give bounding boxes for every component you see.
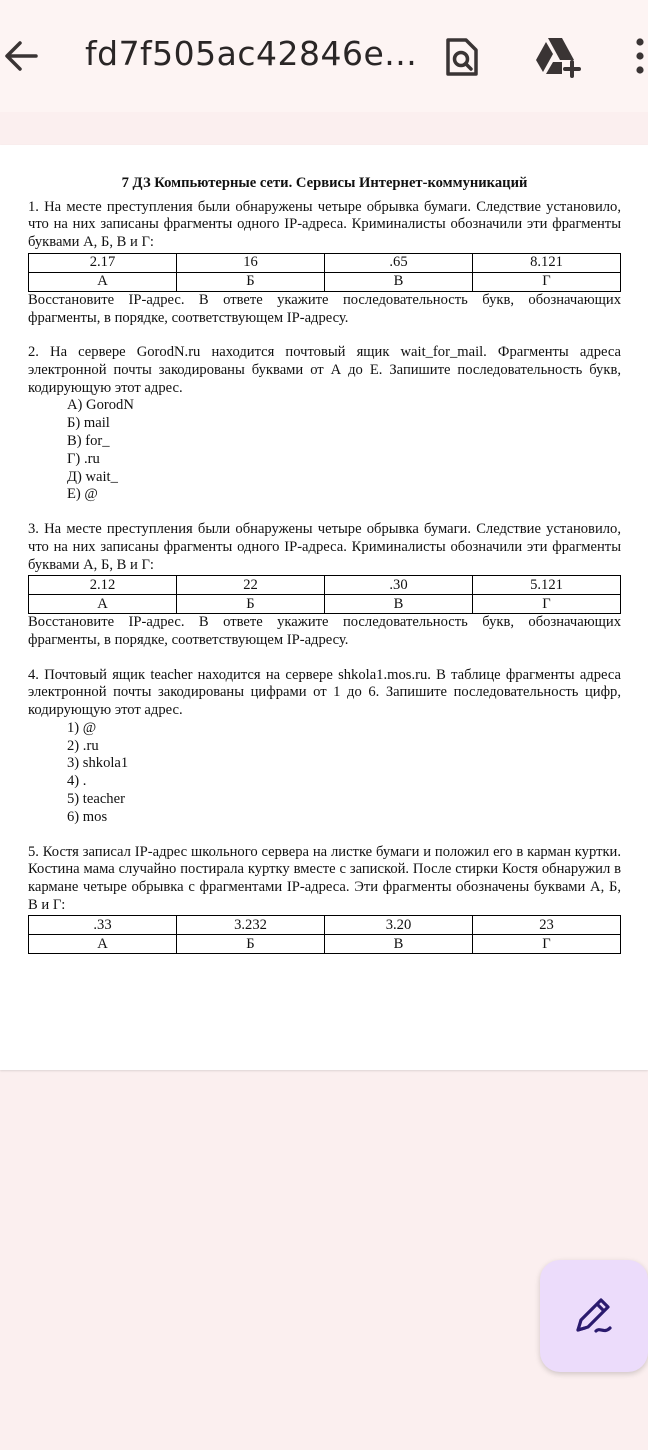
fragment-cell: 3.232 [177,916,325,935]
task-1-text: 1. На месте преступления были обнаружены четыре обрывка бумаги. Следствие установило, что на них записаны фрагменты одного IP-адреса. Криминалисты обозначили эти фрагменты буквами А, Б, В и Г: [28,198,621,251]
find-in-document-button[interactable] [440,30,484,84]
letter-cell: Б [177,272,325,291]
document-search-icon [440,30,484,84]
arrow-left-icon [0,30,44,82]
letter-cell: В [325,935,473,954]
list-item: 6) mos [67,808,108,825]
more-vert-icon [628,30,648,84]
list-item: Г) .ru [67,450,100,467]
letter-cell: Г [473,595,621,614]
list-item: Е) @ [67,486,98,503]
list-item: Д) wait_ [67,468,118,485]
list-item: 2) .ru [67,737,99,754]
table-row [29,253,621,272]
letter-cell: В [325,272,473,291]
add-to-drive-button[interactable] [532,30,582,84]
list-item: 4) . [67,773,87,790]
fragment-cell: 8.121 [473,253,621,272]
fragment-cell: .33 [29,916,177,935]
task-3-table [28,575,621,614]
document-content [28,175,621,954]
task-3-question: Восстановите IP-адрес. В ответе укажите последовательность букв, обозначающих фрагменты, в порядке, соответствующем IP-адресу. [28,614,621,648]
table-row [29,935,621,954]
letter-cell: Г [473,272,621,291]
edit-fab-button[interactable] [540,1260,648,1372]
letter-cell: А [29,935,177,954]
fragment-cell: 5.121 [473,576,621,595]
letter-cell: Г [473,935,621,954]
letter-cell: В [325,595,473,614]
list-item: 3) shkola1 [67,755,129,772]
task-4-text: 4. Почтовый ящик teacher находится на сервере shkola1.mos.ru. В таблице фрагменты адреса электронной почты закодированы цифрами от 1 до 6. Запишите последовательность цифр, кодирующую этот адрес. [28,666,621,719]
letter-cell: А [29,595,177,614]
fragment-cell: 2.17 [29,253,177,272]
list-item: 5) teacher [67,790,125,807]
table-row [29,916,621,935]
fragment-cell: 3.20 [325,916,473,935]
fragment-cell: 16 [177,253,325,272]
edit-pen-icon [574,1294,614,1334]
letter-cell: Б [177,595,325,614]
task-2-text: 2. На сервере GorodN.ru находится почтовый ящик wait_for_mail. Фрагменты адреса электронной почты закодированы буквами от А до Е. Запишите последовательность букв, кодирующую этот адрес. [28,344,621,396]
letter-cell: Б [177,935,325,954]
list-item: А) GorodN [67,397,134,414]
task-2-options [67,397,621,504]
task-4-options [67,720,621,827]
top-app-bar [0,0,648,112]
task-5-text: 5. Костя записал IP-адрес школьного сервера на листке бумаги и положил его в карман куртки. Костина мама случайно постирала куртку вместе с запиской. После стирки Костя обнаружил в кармане четыре обрывка с фрагментами IP-адреса. Эти фрагменты обозначены буквами А, Б, В и Г: [28,843,621,913]
list-item: В) for_ [67,432,110,449]
back-button[interactable] [0,30,44,82]
list-item: Б) mail [67,415,110,432]
fragment-cell: 2.12 [29,576,177,595]
doc-heading: 7 ДЗ Компьютерные сети. Сервисы Интернет-коммуникаций [121,175,528,191]
more-options-button[interactable] [628,30,648,84]
fragment-cell: 22 [177,576,325,595]
document-title: fd7f505ac42846e... [85,34,418,73]
document-page [0,145,648,1070]
task-5-table [28,915,621,954]
fragment-cell: 23 [473,916,621,935]
task-1-question: Восстановите IP-адрес. В ответе укажите последовательность букв, обозначающих фрагменты, в порядке, соответствующем IP-адресу. [28,291,621,326]
letter-cell: А [29,272,177,291]
drive-add-icon [532,30,582,84]
table-row [29,595,621,614]
table-row [29,272,621,291]
fragment-cell: .65 [325,253,473,272]
task-3-text: 3. На месте преступления были обнаружены четыре обрывка бумаги. Следствие установило, что на них записаны фрагменты одного IP-адреса. Криминалисты обозначили эти фрагменты буквами А, Б, В и Г: [28,521,621,573]
task-1-table [28,253,621,292]
fragment-cell: .30 [325,576,473,595]
list-item: 1) @ [67,719,97,736]
table-row [29,576,621,595]
